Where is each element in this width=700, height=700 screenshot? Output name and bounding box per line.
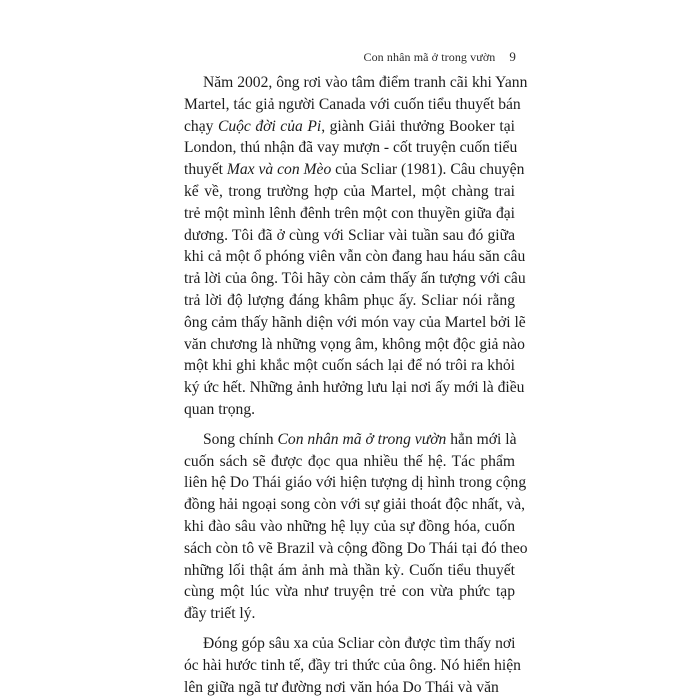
text-line: London, thú nhận đã vay mượn - cốt truyện cuốn tiểu	[184, 139, 518, 157]
text-line: một khi ghi khắc một cuốn sách lại để nó trôi ra khỏi	[184, 357, 515, 375]
text-line: thuyết Max và con Mèo của Scliar (1981). Câu chuyện	[184, 161, 525, 179]
text-line: khi cả một ổ phóng viên vẫn còn đang hau háu săn câu	[184, 248, 526, 266]
paragraph	[184, 633, 521, 698]
running-title: Con nhân mã ở trong vườn	[363, 50, 496, 64]
text-line: đầy triết lý.	[184, 605, 256, 623]
text-line: trẻ một mình lênh đênh trên một con thuyền giữa đại	[184, 204, 515, 222]
text-line: kể về, trong trường hợp của Martel, một chàng trai	[184, 182, 515, 200]
italic-title: Con nhân mã ở trong vườn	[277, 430, 447, 448]
italic-title: Max và con Mèo	[226, 161, 332, 179]
text-line: chạy Cuộc đời của Pi, giành Giải thưởng Booker tại	[184, 117, 515, 135]
text-line: Martel, tác giả người Canada với cuốn tiểu thuyết bán	[184, 95, 521, 113]
running-header	[363, 49, 516, 65]
text-line: trả lời độ lượng đáng khâm phục ấy. Scliar nói rằng	[184, 291, 515, 309]
text-line: cuốn sách sẽ được đọc qua nhiều thế hệ. Tác phẩm	[184, 452, 515, 470]
body-text	[184, 72, 528, 698]
text-line: ông cảm thấy hãnh diện với món vay của Martel bởi lẽ	[184, 313, 526, 331]
text-line: đồng hải ngoại song còn với sự giải thoát độc nhất, và,	[184, 496, 526, 514]
italic-title: Cuộc đời của Pi	[217, 117, 322, 135]
text-line: sách còn tô vẽ Brazil và cộng đồng Do Thái tại đó theo	[184, 539, 528, 557]
text-line: văn chương là những vọng âm, không một độc giả nào	[184, 335, 525, 353]
text-line: Song chính Con nhân mã ở trong vườn hẳn mới là	[203, 430, 517, 448]
text-line: những lối thật ám ảnh mà thần kỳ. Cuốn tiểu thuyết	[184, 561, 515, 579]
text-line: lên giữa ngã tư đường nơi văn hóa Do Thái và văn	[184, 678, 499, 696]
text-line: Năm 2002, ông rơi vào tâm điểm tranh cãi khi Yann	[203, 74, 528, 91]
paragraph	[184, 72, 528, 421]
text-line: óc hài hước tinh tế, đầy tri thức của ông. Nó hiển hiện	[184, 656, 521, 674]
text-line: liên hệ Do Thái giáo với hiện tượng dị hình trong cộng	[184, 474, 527, 492]
text-line: cùng một lúc vừa như truyện trẻ con vừa phức tạp	[184, 583, 515, 601]
paragraph	[184, 429, 528, 625]
text-line: quan trọng.	[184, 400, 256, 418]
text-line: khi đào sâu vào những hệ lụy của sự đồng hóa, cuốn	[184, 517, 515, 535]
text-line: dương. Tôi đã ở cùng với Scliar vài tuần sau đó giữa	[184, 226, 515, 244]
text-line: trả lời của ông. Tôi hãy còn cảm thấy ấn tượng với câu	[184, 270, 526, 288]
text-line: Đóng góp sâu xa của Scliar còn được tìm thấy nơi	[203, 634, 516, 652]
page-number: 9	[509, 49, 516, 64]
text-line: ký ức hết. Những ảnh hưởng lưu lại nơi ấy mới là điều	[184, 379, 525, 397]
